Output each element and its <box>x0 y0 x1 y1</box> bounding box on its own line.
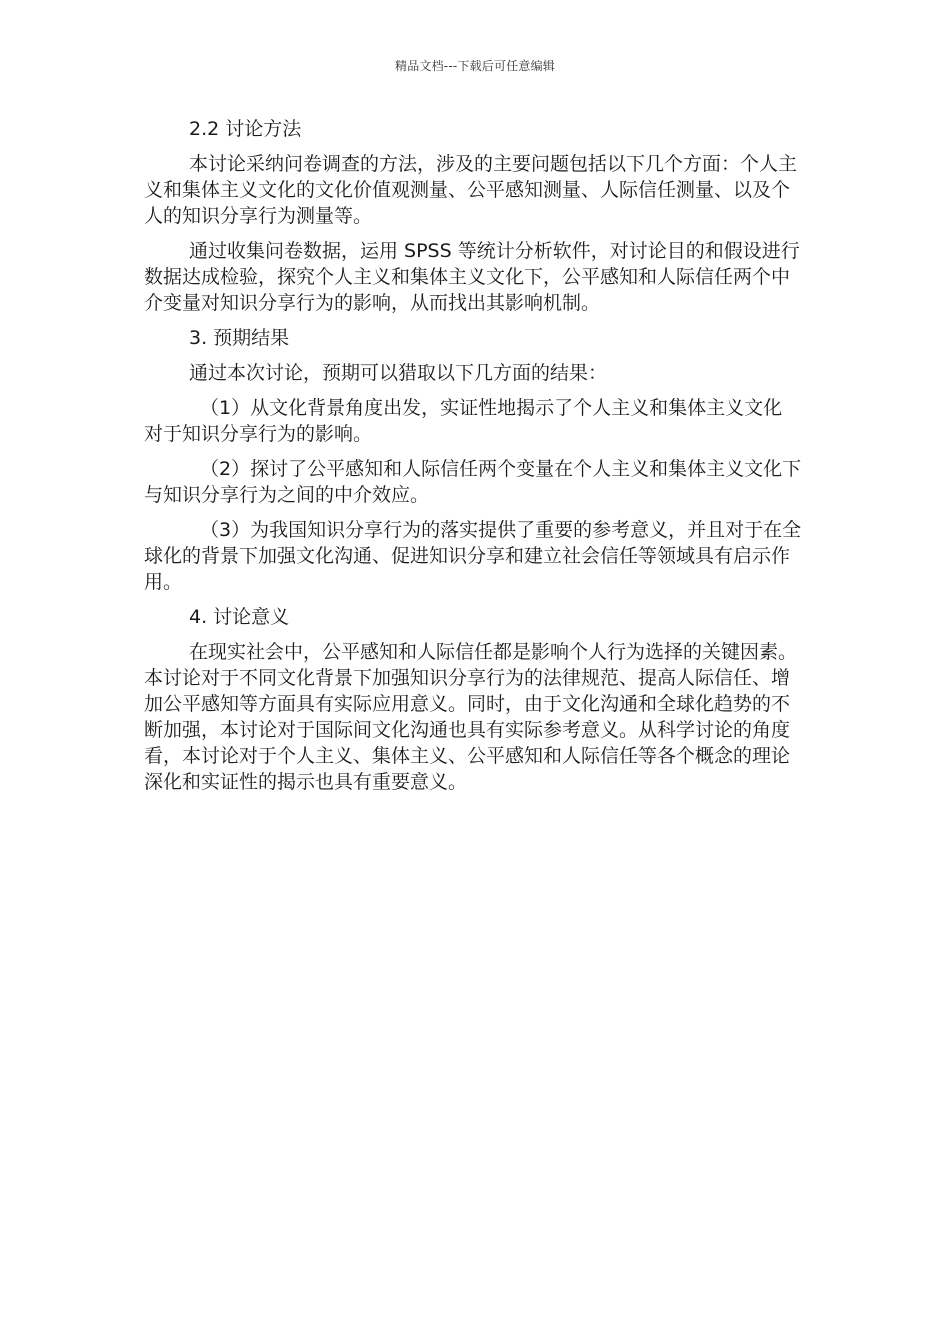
section-heading-method: 2.2 讨论方法 <box>189 118 302 140</box>
paragraph-method-intro: 本讨论采纳问卷调查的方法，涉及的主要问题包括以下几个方面：个人主义和集体主义文化的文化价值观测量、公平感知测量、人际信任测量、以及个人的知识分享行为测量等。 <box>144 153 798 227</box>
result-item-2: （2）探讨了公平感知和人际信任两个变量在个人主义和集体主义文化下 与知识分享行为之间的中介效应。 <box>144 458 802 506</box>
result-item-3: （3）为我国知识分享行为的落实提供了重要的参考意义，并且对于在全球化的背景下加强文化沟通、促进知识分享和建立社会信任等领域具有启示作用。 <box>144 519 802 593</box>
page-header: 精品文档---下载后可任意编辑 <box>395 59 555 73</box>
section-heading-significance: 4. 讨论意义 <box>189 606 290 628</box>
paragraph-significance: 在现实社会中，公平感知和人际信任都是影响个人行为选择的关键因素。本讨论对于不同文化背景下加强知识分享行为的法律规范、提高人际信任、增加公平感知等方面具有实际应用意义。同时，由于文化沟通和全球化趋势的不断加强，本讨论对于国际间文化沟通也具有实际参考意义。从科学讨论的角度看，本讨论对于个人主义、集体主义、公平感知和人际信任等各个概念的理论深化和实证性的揭示也具有重要意义。 <box>144 641 798 793</box>
result-item-1: （1）从文化背景角度出发，实证性地揭示了个人主义和集体主义文化 对于知识分享行为的影响。 <box>144 397 783 445</box>
document-body <box>144 116 806 804</box>
paragraph-method-analysis: 通过收集问卷数据，运用 SPSS 等统计分析软件，对讨论目的和假设进行数据达成检验，探究个人主义和集体主义文化下，公平感知和人际信任两个中介变量对知识分享行为的影响，从而找出其影响机制。 <box>144 240 800 314</box>
section-heading-expected-results: 3. 预期结果 <box>189 327 290 349</box>
paragraph-results-intro: 通过本次讨论，预期可以猎取以下几方面的结果： <box>189 362 608 384</box>
